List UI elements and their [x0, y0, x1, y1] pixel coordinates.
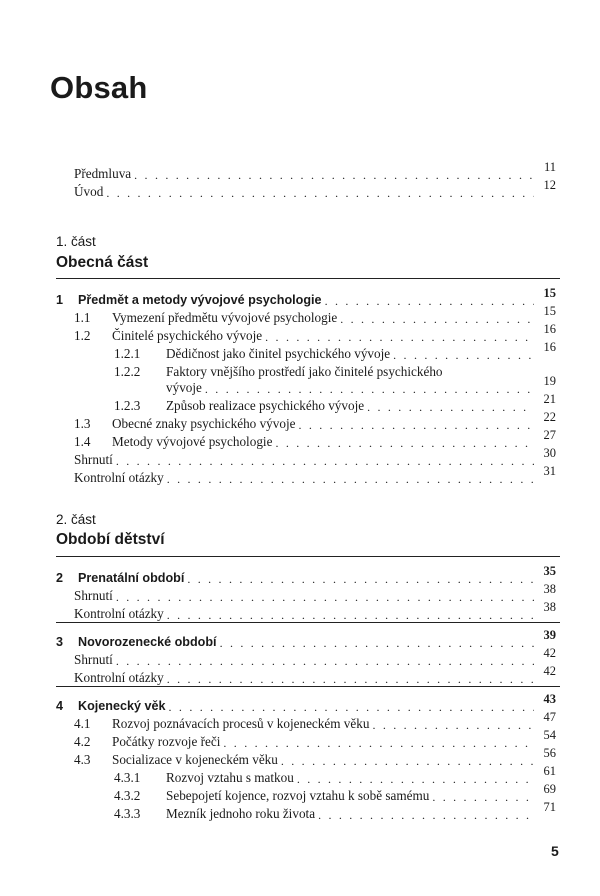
toc-section-1-4[interactable] — [74, 428, 556, 450]
toc-entry-page: 27 — [543, 428, 556, 442]
toc-entry-text: Rozvoj vztahu s matkou — [166, 770, 294, 785]
toc-entry-text: Dědičnost jako činitel psychického vývoje — [166, 346, 391, 361]
toc-entry-text: Kontrolní otázky — [74, 470, 164, 485]
toc-entry-page: 12 — [543, 178, 556, 192]
part-title: Období dětství — [56, 531, 165, 548]
toc-chapter-2[interactable] — [56, 564, 556, 586]
toc-entry-page: 15 — [543, 304, 556, 318]
toc-entry-page: 22 — [543, 410, 556, 424]
toc-entry-page: 39 — [543, 628, 556, 642]
toc-entry-text: Kontrolní otázky — [74, 670, 164, 685]
toc-entry-number: 4.3.3 — [114, 806, 141, 821]
toc-section-4-3[interactable] — [74, 746, 556, 768]
toc-entry-number: 4.3 — [74, 752, 91, 767]
toc-entry-text: Obecné znaky psychického vývoje — [112, 416, 296, 431]
toc-entry-text: Mezník jednoho roku života — [166, 806, 316, 821]
toc-entry-page: 42 — [543, 646, 556, 660]
toc-entry-text: Shrnutí — [74, 652, 113, 667]
toc-questions-2[interactable] — [74, 600, 556, 622]
toc-entry-text: Předmět a metody vývojové psychologie — [78, 293, 322, 307]
toc-entry-text: Shrnutí — [74, 452, 113, 467]
toc-chapter-3[interactable] — [56, 628, 556, 650]
toc-entry-number: 1.4 — [74, 434, 91, 449]
toc-entry-page: 38 — [543, 600, 556, 614]
toc-entry-number: 1.2.2 — [114, 364, 141, 379]
toc-entry-page: 19 — [543, 374, 556, 388]
toc-summary-1[interactable] — [74, 446, 556, 468]
page-title: Obsah — [50, 70, 148, 105]
toc-entry-number: 1.2.3 — [114, 398, 141, 413]
toc-entry-text: vývoje — [166, 380, 202, 395]
toc-chapter-1[interactable] — [56, 286, 556, 308]
toc-entry-text: Faktory vnějšího prostředí jako činitelé psychického — [166, 364, 443, 379]
toc-entry-text: Úvod — [74, 184, 104, 199]
toc-entry-number: 4.1 — [74, 716, 91, 731]
toc-entry-text: Předmluva — [74, 166, 132, 181]
toc-entry-page: 15 — [543, 286, 556, 300]
toc-entry-page: 38 — [543, 582, 556, 596]
toc-section-1-2-3[interactable] — [114, 392, 556, 414]
toc-section-4-2[interactable] — [74, 728, 556, 750]
toc-entry-text: Shrnutí — [74, 588, 113, 603]
toc-entry-page: 31 — [543, 464, 556, 478]
toc-entry-number: 4 — [56, 699, 64, 713]
toc-questions-3[interactable] — [74, 664, 556, 686]
toc-entry-page: 16 — [543, 322, 556, 336]
toc-entry-number: 2 — [56, 571, 64, 585]
toc-entry-text: Socializace v kojeneckém věku — [112, 752, 278, 767]
toc-section-1-2-1[interactable] — [114, 340, 556, 362]
toc-entry-text: Novorozenecké období — [78, 635, 217, 649]
toc-entry-number: 1.2.1 — [114, 346, 141, 361]
toc-section-1-2-2-continued[interactable] — [166, 374, 556, 396]
toc-entry-text: Prenatální období — [78, 571, 185, 585]
toc-entry-page: 16 — [543, 340, 556, 354]
toc-entry-text: Kontrolní otázky — [74, 606, 164, 621]
part-label: 1. část — [56, 234, 96, 249]
toc-entry-page: 56 — [543, 746, 556, 760]
toc-questions-1[interactable] — [74, 464, 556, 486]
toc-entry-page: 30 — [543, 446, 556, 460]
toc-entry-number: 4.3.2 — [114, 788, 141, 803]
toc-chapter-4[interactable] — [56, 692, 556, 714]
toc-entry-number: 1.3 — [74, 416, 91, 431]
toc-entry-text: Sebepojetí kojence, rozvoj vztahu k sobě samému — [166, 788, 430, 803]
toc-entry-page: 61 — [543, 764, 556, 778]
toc-entry-text: Kojenecký věk — [78, 699, 166, 713]
toc-summary-2[interactable] — [74, 582, 556, 604]
toc-section-4-3-2[interactable] — [114, 782, 556, 804]
toc-entry-number: 1.1 — [74, 310, 91, 325]
section-divider — [56, 686, 560, 687]
toc-entry-page: 54 — [543, 728, 556, 742]
toc-section-1-2[interactable] — [74, 322, 556, 344]
section-divider — [56, 278, 560, 279]
toc-entry-number: 4.3.1 — [114, 770, 141, 785]
toc-entry-text: Vymezení předmětu vývojové psychologie — [112, 310, 338, 325]
section-divider — [56, 622, 560, 623]
toc-entry-number: 3 — [56, 635, 64, 649]
part-label: 2. část — [56, 512, 96, 527]
toc-section-4-3-1[interactable] — [114, 764, 556, 786]
toc-summary-3[interactable] — [74, 646, 556, 668]
toc-section-1-3[interactable] — [74, 410, 556, 432]
toc-entry-text: Rozvoj poznávacích procesů v kojeneckém věku — [112, 716, 370, 731]
part-title: Obecná část — [56, 254, 149, 271]
toc-entry-introduction[interactable] — [74, 178, 556, 200]
toc-entry-preface[interactable] — [74, 160, 556, 182]
toc-entry-text: Způsob realizace psychického vývoje — [166, 398, 365, 413]
toc-section-4-1[interactable] — [74, 710, 556, 732]
toc-entry-page: 42 — [543, 664, 556, 678]
toc-entry-number: 1 — [56, 293, 64, 307]
toc-section-4-3-3[interactable] — [114, 800, 556, 822]
section-divider — [56, 556, 560, 557]
toc-entry-text: Činitelé psychického vývoje — [112, 328, 263, 343]
toc-entry-page: 47 — [543, 710, 556, 724]
toc-entry-page: 21 — [543, 392, 556, 406]
toc-entry-text: Metody vývojové psychologie — [112, 434, 273, 449]
toc-section-1-1[interactable] — [74, 304, 556, 326]
toc-entry-page: 71 — [543, 800, 556, 814]
toc-entry-text: Počátky rozvoje řeči — [112, 734, 221, 749]
toc-entry-number: 4.2 — [74, 734, 91, 749]
page-number: 5 — [551, 843, 559, 859]
toc-entry-number: 1.2 — [74, 328, 91, 343]
toc-entry-page: 11 — [543, 160, 556, 174]
toc-entry-page: 43 — [543, 692, 556, 706]
toc-entry-page: 69 — [543, 782, 556, 796]
toc-entry-page: 35 — [543, 564, 556, 578]
